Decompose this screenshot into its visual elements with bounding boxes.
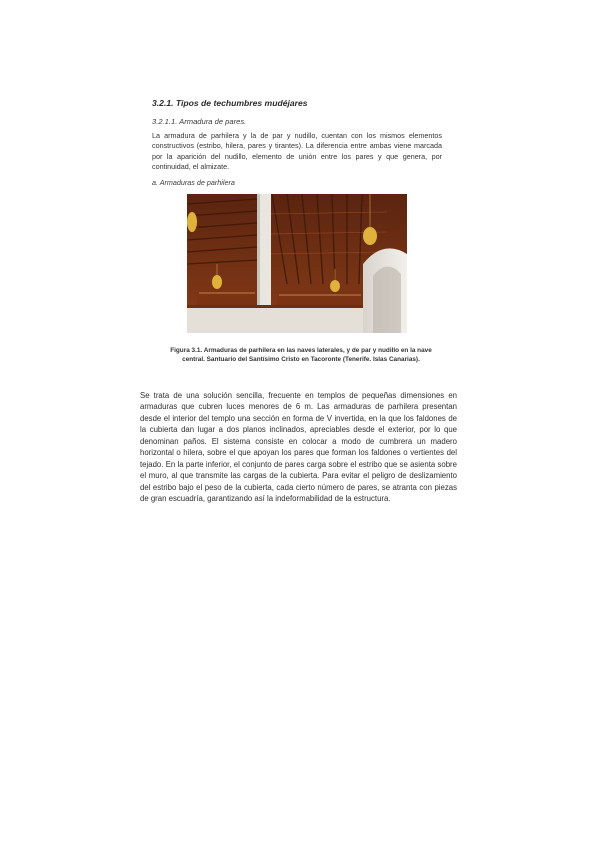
figure-photo — [187, 194, 407, 333]
figure-caption: Figura 3.1. Armaduras de parhilera en las naves laterales, y de par y nudillo en la nave central. Santuario del Santísimo Cristo en Tacoronte (Tenerife. Islas Canarias). — [170, 347, 432, 363]
section-heading: 3.2.1. Tipos de techumbres mudéjares — [152, 98, 308, 108]
subsection-heading: 3.2.1.1. Armadura de pares. — [152, 117, 247, 126]
intro-paragraph: La armadura de parhilera y la de par y nudillo, cuentan con los mismos elementos constructivos (estribo, hilera, pares y tirantes). La diferencia entre ambas viene marcada por la aparición del nudillo, elemento de unión entre los pares y que genera, por continuidad, el almizate. — [152, 131, 442, 171]
body-paragraph: Se trata de una solución sencilla, frecuente en templos de pequeñas dimensiones en armaduras que cubren luces menores de 6 m. Las armaduras de parhilera presentan desde el interior del templo una sección en forma de V invertida, en la que los faldones de la cubierta dan lugar a dos planos inclinados, apreciables desde el exterior, por lo que denominan paños. El sistema consiste en colocar a modo de cumbrera un madero horizontal o hilera, sobre el que apoyan los pares que forman los faldones o vertientes del tejado. En la parte inferior, el conjunto de pares carga sobre el estribo que se asienta sobre el muro, al que transmite las cargas de la cubierta. Para evitar el peligro de deslizamiento del estribo bajo el peso de la cubierta, cada cierto número de pares, se atranta con piezas de gran escuadría, garantizando así la indeformabilidad de la estructura. — [140, 391, 457, 504]
subsubsection-heading: a. Armaduras de parhilera — [152, 178, 235, 187]
